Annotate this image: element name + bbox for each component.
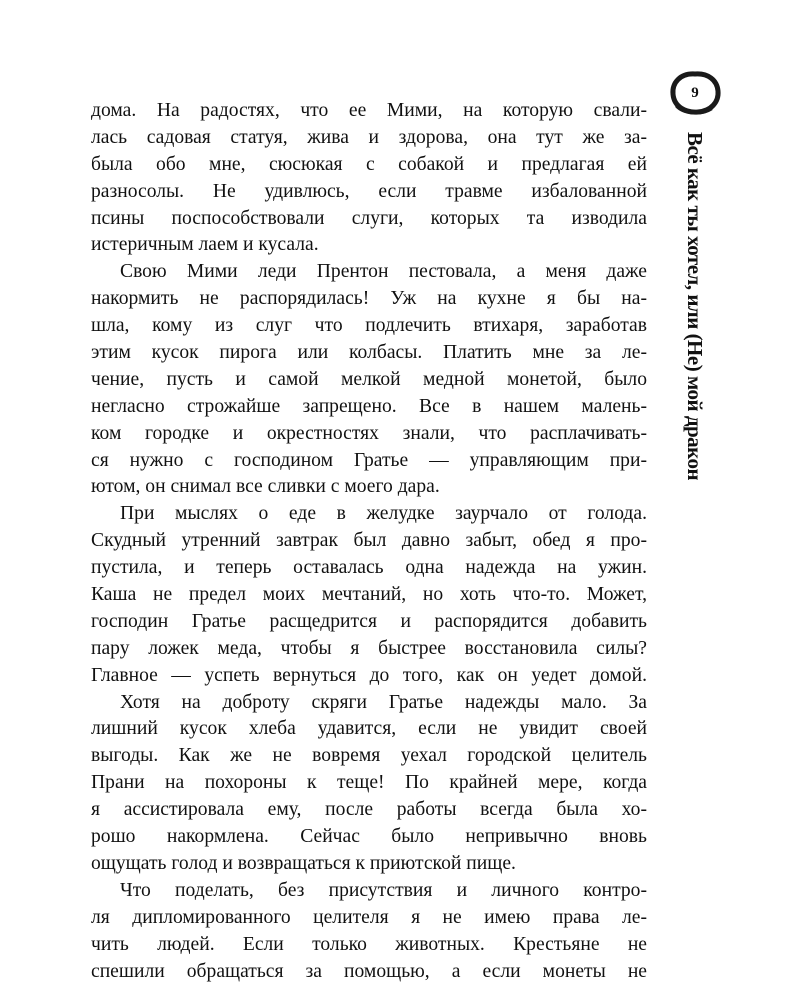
text-line: Скудный утренний завтрак был давно забыт, обед я про- [91,530,647,552]
text-line: шла, кому из слуг что подлечить втихаря, заработав [91,315,647,337]
page-number: 9 [691,84,699,101]
text-line: выгоды. Как же не вовремя уехал городской целитель [91,745,647,767]
text-line: рошо накормлена. Сейчас было непривычно вновь [91,826,647,848]
text-line: была обо мне, сюсюкая с собакой и предлагая ей [91,153,647,175]
text-line: ком городке и окрестностях знали, что расплачивать- [91,422,647,444]
text-line: При мыслях о еде в желудке заурчало от голода. [120,503,647,525]
text-line: господин Гратье расщедрится и распорядится добавить [91,610,647,632]
text-line: чить людей. Если только животных. Крестьяне не [91,933,647,955]
text-line: лась садовая статуя, жива и здорова, она тут же за- [91,126,647,148]
body-text [91,98,647,985]
text-line: ся нужно с господином Гратье — управляющим при- [91,449,647,471]
text-line: этим кусок пирога или колбасы. Платить мне за ле- [91,342,647,364]
text-line: Главное — успеть вернуться до того, как он уедет домой. [91,664,647,686]
text-line: псины поспособствовали слуги, которых та изводила [91,207,647,229]
text-line: ютом, он снимал все сливки с моего дара. [91,476,440,498]
text-line: разносолы. Не удивлюсь, если травме избалованной [91,180,647,202]
text-line: негласно строжайше запрещено. Все в нашем малень- [91,395,647,417]
running-title: Всё как ты хотел, или (Не) мой дракон [683,132,707,481]
text-line: Хотя на доброту скряги Гратье надежды мало. За [120,691,647,713]
text-line: спешили обращаться за помощью, а если монеты не [91,960,647,982]
text-line: пару ложек меда, чтобы я быстрее восстановила силы? [91,637,647,659]
text-line: чение, пусть и самой мелкой медной монетой, было [91,368,647,390]
text-line: ля дипломированного целителя я не имею права ле- [91,906,647,928]
text-line: дома. На радостях, что ее Мими, на которую свали- [91,100,647,121]
text-line: пустила, и теперь оставалась одна надежда на ужин. [91,557,647,579]
text-line: Свою Мими леди Прентон пестовала, а меня даже [120,261,647,283]
text-line: Каша не предел моих мечтаний, но хоть что-то. Может, [91,584,647,606]
text-line: ощущать голод и возвращаться к приютской пище. [91,852,516,874]
page-number-badge [668,70,722,116]
text-line: накормить не распорядилась! Уж на кухне я бы на- [91,288,647,310]
text-line: я ассистировала ему, после работы всегда была хо- [91,799,647,821]
text-line: Прани на похороны к теще! По крайней мере, когда [91,772,647,794]
text-line: лишний кусок хлеба удавится, если не увидит своей [91,718,647,740]
text-line: Что поделать, без присутствия и личного контро- [120,879,647,901]
text-line: истеричным лаем и кусала. [91,234,319,256]
